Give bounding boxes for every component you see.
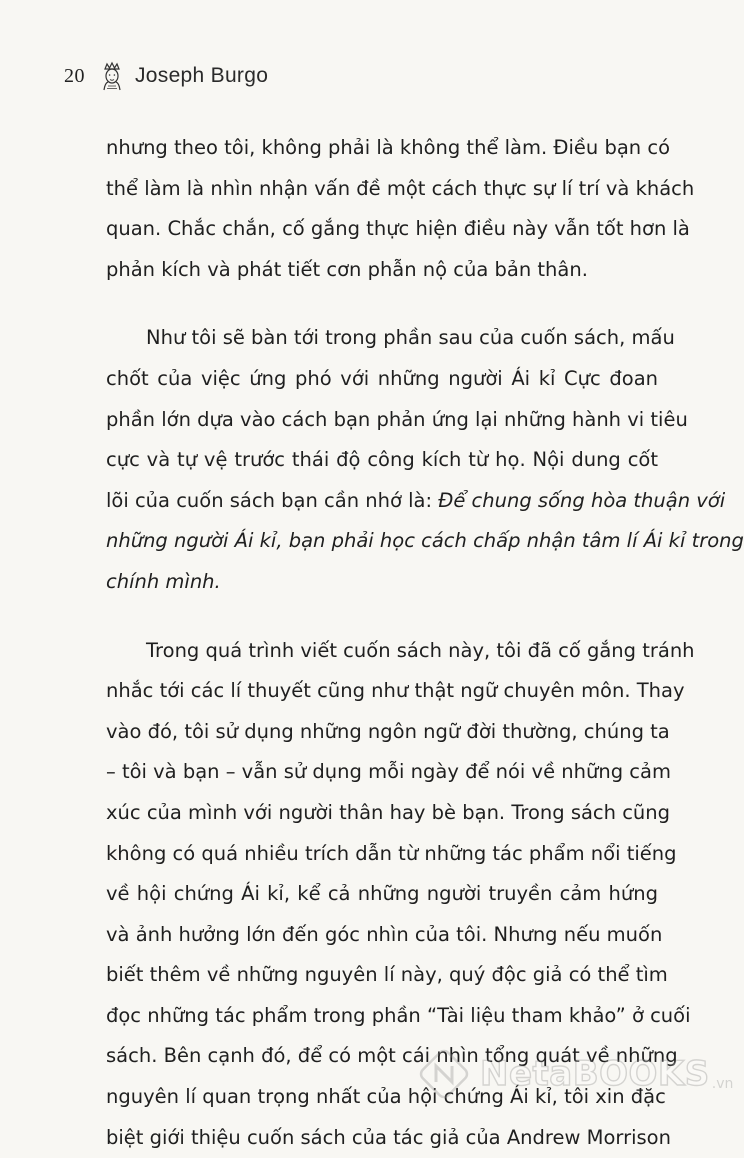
text-line-mixed (106, 481, 726, 522)
text-line: phản kích và phát tiết cơn phẫn nộ của bản thân. (106, 257, 588, 281)
text-line: sách. Bên cạnh đó, để có một cái nhìn tổng quát về những (106, 1044, 678, 1068)
text-segment: lõi của cuốn sách bạn cần nhớ là: (106, 488, 439, 512)
text-line: không có quá nhiều trích dẫn từ những tác phẩm nổi tiếng (106, 841, 677, 865)
watermark-brand: NetaBOOKS (480, 1054, 710, 1094)
text-line: quan. Chắc chắn, cố gắng thực hiện điều này vẫn tốt hơn là (106, 217, 690, 241)
text-line: về hội chứng Ái kỉ, kể cả những người truyền cảm hứng (106, 882, 658, 906)
text-line: biết thêm về những nguyên lí này, quý độc giả có thể tìm (106, 963, 668, 987)
text-line: cực và tự vệ trước thái độ công kích từ họ. Nội dung cốt (106, 448, 658, 472)
text-line: phần lớn dựa vào cách bạn phản ứng lại những hành vi tiêu (106, 407, 688, 431)
text-line: xúc của mình với người thân hay bè bạn. Trong sách cũng (106, 800, 671, 824)
paragraph-1 (106, 128, 695, 290)
watermark-suffix: .vn (711, 1076, 734, 1092)
crowned-head-icon (101, 61, 123, 91)
text-line: biệt giới thiệu cuốn sách của tác giả của Andrew Morrison (106, 1125, 671, 1149)
italic-text-line: những người Ái kỉ, bạn phải học cách chấp nhận tâm lí Ái kỉ trong (106, 529, 744, 553)
text-line: nhắc tới các lí thuyết cũng như thật ngữ chuyên môn. Thay (106, 679, 685, 703)
running-header (64, 58, 268, 94)
page-number: 20 (64, 64, 85, 87)
text-line: và ảnh hưởng lớn đến góc nhìn của tôi. Nhưng nếu muốn (106, 922, 663, 946)
text-line: Như tôi sẽ bàn tới trong phần sau của cuốn sách, mấu (146, 326, 675, 350)
text-line: – tôi và bạn – vẫn sử dụng mỗi ngày để nói về những cảm (106, 760, 671, 784)
netabooks-logo-icon (418, 1048, 470, 1100)
netabooks-watermark (418, 1048, 733, 1100)
text-line: chốt của việc ứng phó với những người Ái kỉ Cực đoan (106, 366, 658, 390)
text-line: nguyên lí quan trọng nhất của hội chứng Ái kỉ, tôi xin đặc (106, 1085, 666, 1109)
italic-text-segment: Để chung sống hòa thuận với (438, 488, 726, 512)
text-line: đọc những tác phẩm trong phần “Tài liệu tham khảo” ở cuối (106, 1003, 691, 1027)
text-line: nhưng theo tôi, không phải là không thể làm. Điều bạn có (106, 136, 671, 159)
author-name: Joseph Burgo (135, 64, 269, 87)
italic-text-line: chính mình. (106, 569, 221, 593)
paragraph-2 (106, 318, 744, 602)
text-line: thể làm là nhìn nhận vấn đề một cách thực sự lí trí và khách (106, 176, 695, 200)
text-line: vào đó, tôi sử dụng những ngôn ngữ đời thường, chúng ta (106, 719, 670, 743)
text-line: Trong quá trình viết cuốn sách này, tôi đã cố gắng tránh (146, 638, 695, 662)
